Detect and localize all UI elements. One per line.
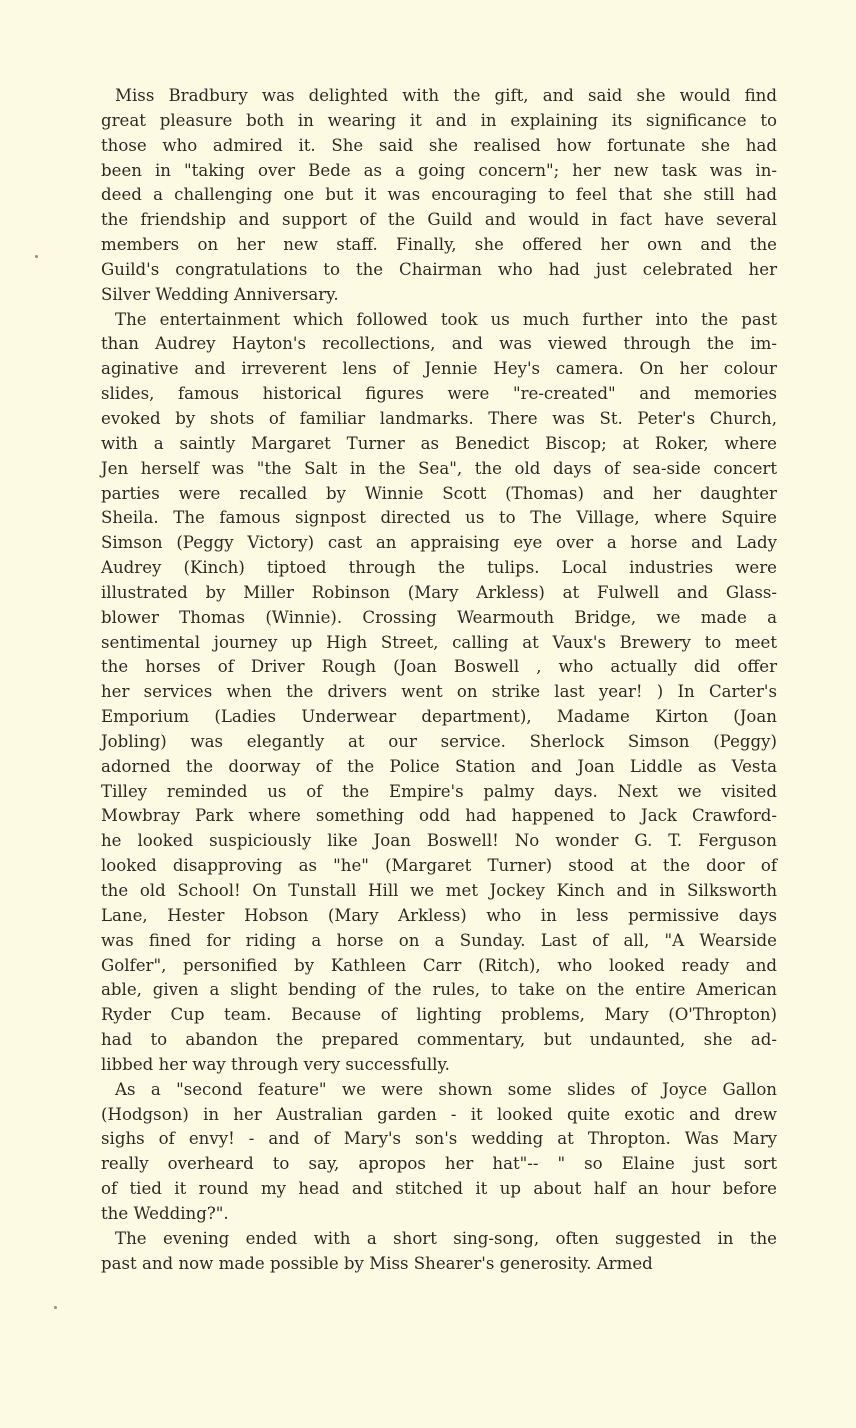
text-line: Mowbray Park where something odd had happened to Jack Crawford- bbox=[101, 806, 777, 826]
text-line: Silver Wedding Anniversary. bbox=[101, 284, 339, 304]
text-line: libbed her way through very successfully. bbox=[101, 1054, 450, 1074]
text-line: Golfer", personified by Kathleen Carr (Ritch), who looked ready and bbox=[101, 955, 777, 975]
text-line: (Hodgson) in her Australian garden - it looked quite exotic and drew bbox=[101, 1104, 777, 1124]
text-line: great pleasure both in wearing it and in explaining its significance to bbox=[101, 110, 777, 130]
text-line: blower Thomas (Winnie). Crossing Wearmouth Bridge, we made a bbox=[101, 607, 777, 627]
text-line: deed a challenging one but it was encouraging to feel that she still had bbox=[101, 185, 777, 205]
text-line: evoked by shots of familiar landmarks. There was St. Peter's Church, bbox=[101, 408, 777, 428]
text-line: Jobling) was elegantly at our service. Sherlock Simson (Peggy) bbox=[101, 731, 777, 751]
text-line: those who admired it. She said she realised how fortunate she had bbox=[101, 135, 777, 155]
text-line: the friendship and support of the Guild and would in fact have several bbox=[101, 210, 777, 230]
text-line: adorned the doorway of the Police Station and Joan Liddle as Vesta bbox=[101, 756, 777, 776]
paragraph bbox=[87, 84, 777, 308]
text-line: Simson (Peggy Victory) cast an appraising eye over a horse and Lady bbox=[101, 533, 777, 553]
text-line: Lane, Hester Hobson (Mary Arkless) who in less permissive days bbox=[101, 905, 777, 925]
text-line: the horses of Driver Rough (Joan Boswell , who actually did offer bbox=[101, 657, 777, 677]
text-line: Miss Bradbury was delighted with the gift, and said she would find bbox=[115, 86, 777, 105]
paragraph bbox=[87, 1227, 777, 1277]
text-line: was fined for riding a horse on a Sunday. Last of all, "A Wearside bbox=[101, 930, 777, 950]
paragraph bbox=[87, 308, 777, 1078]
body-text bbox=[87, 84, 777, 1277]
text-line: The entertainment which followed took us much further into the past bbox=[115, 309, 777, 329]
text-line: with a saintly Margaret Turner as Benedict Biscop; at Roker, where bbox=[101, 433, 777, 453]
text-line: her services when the drivers went on strike last year! ) In Carter's bbox=[101, 682, 777, 702]
text-line: sighs of envy! - and of Mary's son's wedding at Thropton. Was Mary bbox=[101, 1129, 777, 1149]
text-line: been in "taking over Bede as a going concern"; her new task was in- bbox=[101, 160, 777, 180]
text-line: able, given a slight bending of the rules, to take on the entire American bbox=[101, 980, 777, 1000]
text-line: slides, famous historical figures were "re-created" and memories bbox=[101, 384, 777, 404]
text-line: really overheard to say, apropos her hat"-- " so Elaine just sort bbox=[101, 1154, 777, 1174]
text-line: parties were recalled by Winnie Scott (Thomas) and her daughter bbox=[101, 483, 777, 503]
text-line: Jen herself was "the Salt in the Sea", the old days of sea-side concert bbox=[101, 458, 777, 478]
text-line: Audrey (Kinch) tiptoed through the tulips. Local industries were bbox=[101, 558, 777, 578]
text-line: sentimental journey up High Street, calling at Vaux's Brewery to meet bbox=[101, 632, 777, 652]
text-line: past and now made possible by Miss Shearer's generosity. Armed bbox=[101, 1253, 653, 1273]
text-line: illustrated by Miller Robinson (Mary Arkless) at Fulwell and Glass- bbox=[101, 582, 777, 602]
text-line: aginative and irreverent lens of Jennie Hey's camera. On her colour bbox=[101, 359, 777, 379]
text-line: members on her new staff. Finally, she offered her own and the bbox=[101, 235, 777, 255]
text-line: The evening ended with a short sing-song, often suggested in the bbox=[115, 1228, 777, 1248]
speck-mark bbox=[54, 1306, 57, 1309]
text-line: he looked suspiciously like Joan Boswell! No wonder G. T. Ferguson bbox=[101, 831, 777, 851]
text-line: Emporium (Ladies Underwear department), Madame Kirton (Joan bbox=[101, 707, 777, 727]
speck-mark bbox=[35, 255, 38, 258]
paragraph bbox=[87, 1078, 777, 1227]
text-line: As a "second feature" we were shown some slides of Joyce Gallon bbox=[115, 1079, 777, 1099]
text-line: than Audrey Hayton's recollections, and was viewed through the im- bbox=[101, 334, 777, 354]
text-line: Tilley reminded us of the Empire's palmy days. Next we visited bbox=[101, 781, 777, 801]
text-line: Guild's congratulations to the Chairman who had just celebrated her bbox=[101, 259, 777, 279]
text-line: the old School! On Tunstall Hill we met Jockey Kinch and in Silksworth bbox=[101, 881, 777, 900]
text-line: of tied it round my head and stitched it up about half an hour before bbox=[101, 1179, 777, 1199]
text-line: looked disapproving as "he" (Margaret Turner) stood at the door of bbox=[101, 856, 777, 876]
text-line: had to abandon the prepared commentary, but undaunted, she ad- bbox=[101, 1030, 777, 1050]
text-line: Ryder Cup team. Because of lighting problems, Mary (O'Thropton) bbox=[101, 1005, 777, 1025]
text-line: the Wedding?". bbox=[101, 1203, 229, 1223]
text-line: Sheila. The famous signpost directed us to The Village, where Squire bbox=[101, 508, 777, 528]
